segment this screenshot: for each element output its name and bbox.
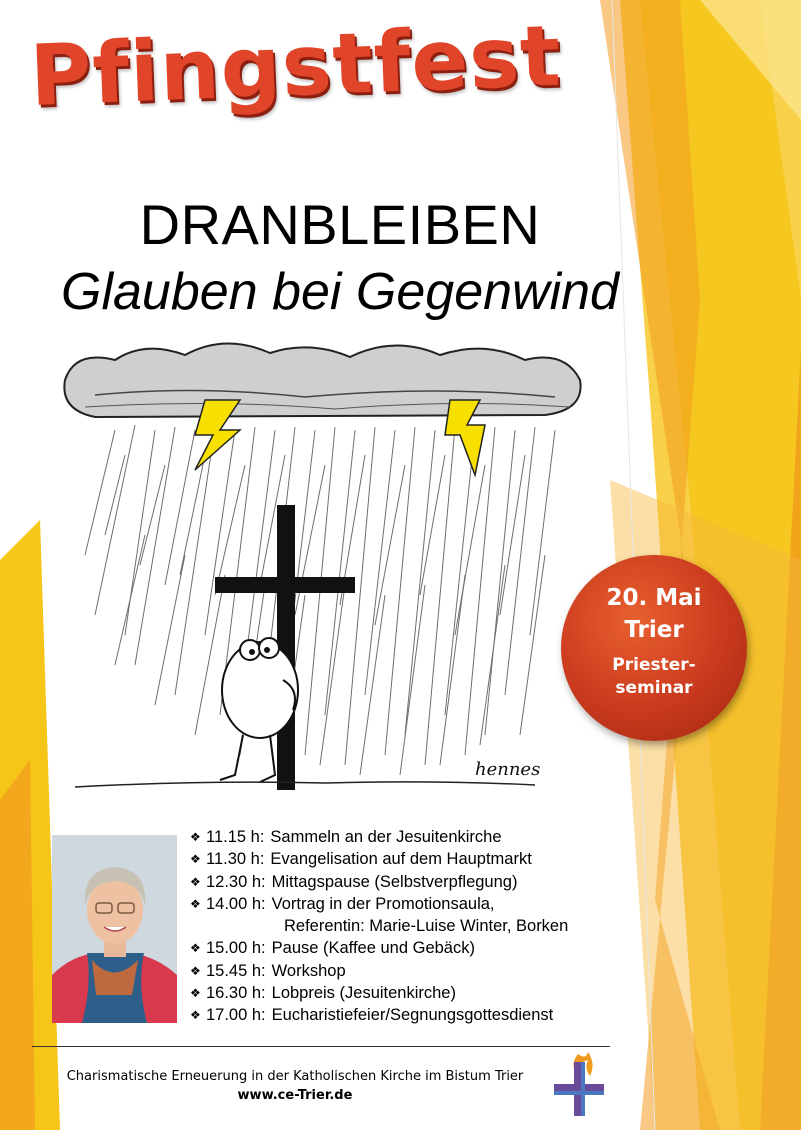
schedule-item: ❖ 11.30 h: Evangelisation auf dem Hauptmarkt xyxy=(190,848,620,870)
diamond-bullet-icon: ❖ xyxy=(190,852,201,867)
schedule-item: ❖ 15.00 h: Pause (Kaffee und Gebäck) xyxy=(190,937,620,959)
diamond-bullet-icon: ❖ xyxy=(190,830,201,844)
organization-logo-icon xyxy=(550,1050,610,1118)
badge-date: 20. Mai xyxy=(606,585,702,611)
diamond-bullet-icon: ❖ xyxy=(190,874,201,889)
date-badge xyxy=(561,555,747,741)
storm-cloud xyxy=(64,343,580,417)
schedule-item: ❖ 16.30 h: Lobpreis (Jesuitenkirche) xyxy=(190,982,620,1004)
cross-icon xyxy=(215,505,355,790)
schedule-item: ❖ 14.00 h: Vortrag in der Promotionsaula, xyxy=(190,893,620,915)
event-title: Pfingstfest xyxy=(28,6,564,125)
badge-place: Trier xyxy=(624,617,684,643)
schedule-item: ❖ 11.15 h: Sammeln an der Jesuitenkirche xyxy=(190,826,620,848)
diamond-bullet-icon: ❖ xyxy=(190,1008,201,1023)
speaker-portrait xyxy=(52,835,177,1023)
program-schedule xyxy=(190,826,620,1027)
footer-divider xyxy=(32,1046,610,1047)
diamond-bullet-icon: ❖ xyxy=(190,986,201,1001)
diamond-bullet-icon: ❖ xyxy=(190,896,201,911)
badge-venue-line1: Priester- xyxy=(612,655,696,675)
schedule-item-continuation: Referentin: Marie-Luise Winter, Borken xyxy=(284,917,569,936)
event-subtitle: DRANBLEIBEN xyxy=(139,193,541,256)
event-tagline: Glauben bei Gegenwind xyxy=(61,263,619,321)
schedule-item: ❖ 15.45 h: Workshop xyxy=(190,960,620,982)
schedule-item: ❖ 12.30 h: Mittagspause (Selbstverpflegung) xyxy=(190,871,620,893)
ground-line xyxy=(75,782,535,787)
cartoon-illustration xyxy=(55,335,595,805)
schedule-item: ❖ 17.00 h: Eucharistiefeier/Segnungsgottesdienst xyxy=(190,1004,620,1026)
badge-venue-line2: seminar xyxy=(615,678,693,698)
organization-name: Charismatische Erneuerung in der Katholischen Kirche im Bistum Trier xyxy=(66,1069,524,1084)
illustrator-signature: hennes xyxy=(475,759,541,780)
rain xyxy=(85,425,555,775)
website-link[interactable]: www.ce-Trier.de xyxy=(237,1088,353,1103)
diamond-bullet-icon: ❖ xyxy=(190,963,201,978)
diamond-bullet-icon: ❖ xyxy=(190,941,201,956)
